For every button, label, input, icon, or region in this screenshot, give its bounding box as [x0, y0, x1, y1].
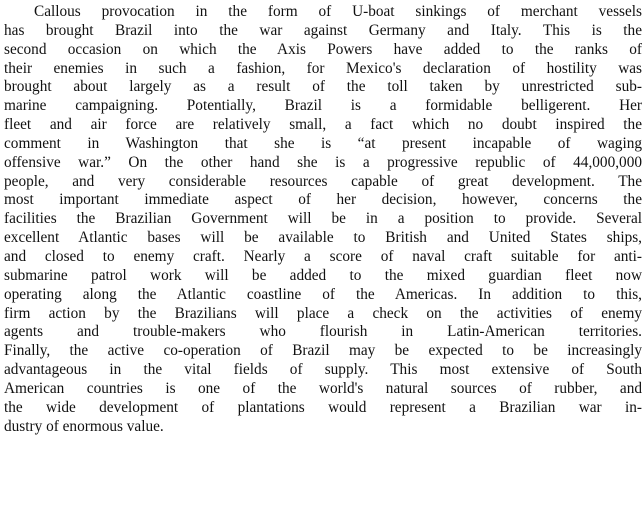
- article-line: fleet and air force are relatively small, a fact which no doubt inspired the: [4, 116, 642, 134]
- article-line: facilities the Brazilian Government will be in a position to provide. Several: [4, 210, 642, 228]
- article-line: second occasion on which the Axis Powers have added to the ranks of: [4, 40, 642, 58]
- article-line: firm action by the Brazilians will place a check on the activities of enemy: [4, 304, 642, 322]
- article-line: their enemies in such a fashion, for Mexico's declaration of hostility was: [4, 59, 642, 77]
- article-line: American countries is one of the world's natural sources of rubber, and: [4, 379, 642, 397]
- article-line: dustry of enormous value.: [4, 417, 164, 435]
- article-line: most important immediate aspect of her decision, however, concerns the: [4, 191, 642, 209]
- article-line: marine campaigning. Potentially, Brazil is a formidable belligerent. Her: [4, 97, 642, 115]
- article-line: offensive war.” On the other hand she is a progressive republic of 44,000,000: [4, 153, 642, 171]
- article-line: and closed to enemy craft. Nearly a score of naval craft suitable for anti-: [4, 247, 642, 265]
- article-line: Finally, the active co-operation of Brazil may be expected to be increasingly: [4, 342, 642, 360]
- article-line: brought about largely as a result of the toll taken by unrestricted sub-: [4, 78, 642, 96]
- article-line: submarine patrol work will be added to the mixed guardian fleet now: [4, 266, 642, 284]
- article-line: has brought Brazil into the war against Germany and Italy. This is the: [4, 21, 642, 39]
- article-line: operating along the Atlantic coastline of the Americas. In addition to this,: [4, 285, 642, 303]
- article-line: excellent Atlantic bases will be available to British and United States ships,: [4, 229, 642, 247]
- article-line: agents and trouble-makers who flourish in Latin-American territories.: [4, 323, 642, 341]
- article-line: the wide development of plantations would represent a Brazilian war in-: [4, 398, 642, 416]
- article-line: comment in Washington that she is “at present incapable of waging: [4, 134, 642, 152]
- article-line: advantageous in the vital fields of supply. This most extensive of South: [4, 361, 642, 379]
- article-line: Callous provocation in the form of U-boat sinkings of merchant vessels: [34, 3, 642, 20]
- article-paragraph: [4, 3, 642, 436]
- article-line: people, and very considerable resources capable of great development. The: [4, 172, 642, 190]
